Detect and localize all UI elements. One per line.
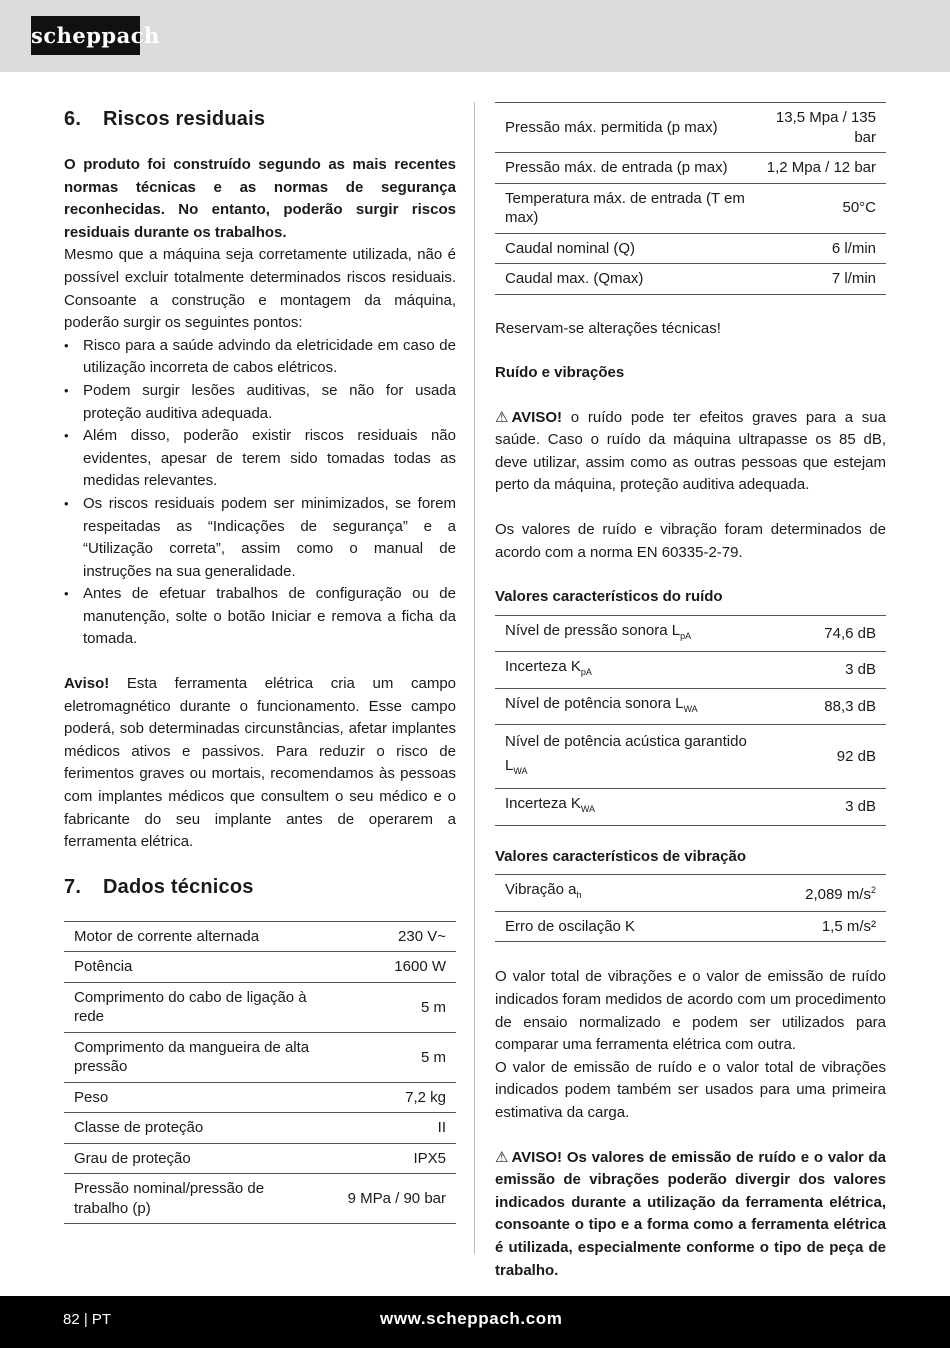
warning-label: AVISO! <box>511 408 563 426</box>
header-band <box>0 0 950 72</box>
footer-url: www.scheppach.com <box>380 1309 563 1328</box>
table-value: II <box>331 1113 456 1144</box>
table-row <box>495 233 886 264</box>
table-key: Peso <box>64 1082 331 1113</box>
value-text: 1,5 m/s² <box>821 917 876 935</box>
key-text: Erro de oscilação K <box>505 917 636 935</box>
table-value: IPX5 <box>331 1143 456 1174</box>
table-key: Pressão máx. permitida (p max) <box>495 103 757 153</box>
page-number: 82 | PT <box>63 1311 112 1328</box>
total-values-paragraph: O valor total de vibrações e o valor de emissão de ruído indicados foram medidos de acordo com um procedimento de ensaio normalizado e podem ser utilizados para comparar uma ferramenta elétrica com outra. <box>495 968 886 1054</box>
table-key <box>495 875 761 912</box>
table-key: Caudal max. (Qmax) <box>495 264 757 295</box>
table-key: Pressão máx. de entrada (p max) <box>495 153 757 184</box>
value-text: 2,089 m/s <box>805 886 871 904</box>
key-subscript: pA <box>680 630 692 641</box>
list-item: • Podem surgir lesões auditivas, se não for usada proteção auditiva adequada. <box>64 380 456 425</box>
table-value: 230 V~ <box>331 921 456 952</box>
vibration-values-table <box>495 874 886 942</box>
table-value: 92 dB <box>761 725 886 789</box>
section-number: 7. <box>64 875 82 898</box>
section-7-heading <box>64 876 456 899</box>
section-6-heading <box>64 108 456 131</box>
risk-list <box>64 335 456 651</box>
section-title: Riscos residuais <box>103 108 266 130</box>
table-key: Pressão nominal/pressão de trabalho (p) <box>64 1174 331 1224</box>
table-value: 7,2 kg <box>331 1082 456 1113</box>
tech-data-table <box>64 921 456 1225</box>
warning-triangle-icon: ⚠ <box>495 408 509 426</box>
key-text: Incerteza K <box>505 658 581 676</box>
key-text: Incerteza K <box>505 795 581 813</box>
brand-logo: scheppach <box>31 16 140 55</box>
table-row <box>64 1174 456 1224</box>
right-column <box>495 102 886 1282</box>
warning-label: Aviso! <box>64 675 110 693</box>
table-value: 5 m <box>331 1032 456 1082</box>
table-row <box>495 153 886 184</box>
table-row <box>64 1143 456 1174</box>
vibration-values-heading: Valores característicos de vibração <box>495 847 746 865</box>
value-superscript: 2 <box>870 885 876 896</box>
key-text: Vibração a <box>505 881 577 899</box>
table-row <box>495 264 886 295</box>
intro-paragraph: Mesmo que a máquina seja corretamente utilizada, não é possível excluir totalmente determinados riscos residuais. Consoante a construção e montagem da máquina, poderão surgir os seguintes pontos: <box>64 246 456 332</box>
table-key: Comprimento do cabo de ligação à rede <box>64 982 331 1032</box>
table-value <box>761 875 886 912</box>
intro-bold-paragraph: O produto foi construído segundo as mais recentes normas técnicas e as normas de segurança reconhecidas. No entanto, poderão surgir riscos residuais durante os trabalhos. <box>64 156 456 241</box>
footer-band <box>0 1296 950 1348</box>
warning-text: Esta ferramenta elétrica cria um campo eletromagnético durante o funcionamento. Esse campo poderá, sob determinadas circunstâncias, afetar implantes médicos ativos e passivos. Para reduzir o risco de ferimentos graves ou mortais, recomendamos às pessoas com implantes médicos que consultem o seu médico e o fabricante do seu implante antes de operarem a ferramenta elétrica. <box>64 675 456 851</box>
key-subscript: h <box>576 890 582 901</box>
table-key: Potência <box>64 952 331 983</box>
noise-values-heading: Valores característicos do ruído <box>495 588 723 606</box>
table-value: 50°C <box>757 183 886 233</box>
table-value: 1,2 Mpa / 12 bar <box>757 153 886 184</box>
key-text: Nível de potência sonora L <box>505 694 684 712</box>
table-key <box>495 911 761 942</box>
table-value <box>761 911 886 942</box>
table-value: 6 l/min <box>757 233 886 264</box>
list-item: • Os riscos residuais podem ser minimizados, se forem respeitadas as “Indicações de segurança” e a “Utilização correta”, assim como o manual de instruções na sua generalidade. <box>64 493 456 583</box>
table-value: 3 dB <box>761 652 886 689</box>
table-value: 3 dB <box>761 789 886 826</box>
table-key <box>495 652 761 689</box>
tech-data-table-continued <box>495 102 886 295</box>
warning-triangle-icon: ⚠ <box>495 1148 509 1166</box>
noise-warning-paragraph <box>495 407 886 497</box>
warning-text: o ruído pode ter efeitos graves para a sua saúde. Caso o ruído da máquina ultrapasse os 85 dB, deve utilizar, assim como as outras pessoas que estejam perto da máquina, proteção auditiva adequada. <box>495 408 886 494</box>
table-key <box>495 688 761 725</box>
noise-values-table <box>495 615 886 826</box>
table-row <box>495 875 886 912</box>
section-number: 6. <box>64 108 82 130</box>
list-item: • Risco para a saúde advindo da eletricidade em caso de utilização incorreta de cabos elétricos. <box>64 335 456 380</box>
table-row <box>495 615 886 652</box>
table-key: Comprimento da mangueira de alta pressão <box>64 1032 331 1082</box>
table-value: 88,3 dB <box>761 688 886 725</box>
section-title: Dados técnicos <box>103 875 254 898</box>
key-subscript: WA <box>683 703 698 714</box>
table-key <box>495 789 761 826</box>
noise-heading: Ruído e vibrações <box>495 364 625 382</box>
list-item: • Antes de efetuar trabalhos de configuração ou de manutenção, solte o botão Iniciar e remova a ficha da tomada. <box>64 583 456 651</box>
table-row <box>495 688 886 725</box>
table-row <box>495 725 886 789</box>
table-key <box>495 615 761 652</box>
table-value <box>757 103 886 153</box>
table-value: 74,6 dB <box>761 615 886 652</box>
table-value: 7 l/min <box>757 264 886 295</box>
table-row <box>64 1032 456 1082</box>
key-text: Nível de potência acústica garantido L <box>505 733 747 775</box>
table-row <box>495 911 886 942</box>
table-key: Grau de proteção <box>64 1143 331 1174</box>
table-value: 5 m <box>331 982 456 1032</box>
table-value-text: 13,5 Mpa / 135 bar <box>775 109 876 146</box>
table-row <box>64 1082 456 1113</box>
table-row <box>64 982 456 1032</box>
table-key <box>495 725 761 789</box>
table-row <box>495 789 886 826</box>
key-subscript: WA <box>580 804 596 815</box>
table-row <box>64 1113 456 1144</box>
table-key: Caudal nominal (Q) <box>495 233 757 264</box>
key-subscript: pA <box>580 667 592 678</box>
key-subscript: WA <box>513 766 528 777</box>
column-divider <box>474 102 475 1254</box>
table-value: 1600 W <box>331 952 456 983</box>
table-key: Motor de corrente alternada <box>64 921 331 952</box>
estimate-paragraph: O valor de emissão de ruído e o valor total de vibrações indicados podem também ser usados para uma primeira estimativa da carga. <box>495 1058 886 1121</box>
table-row <box>64 921 456 952</box>
emf-warning-paragraph <box>64 673 456 854</box>
warning-text: Os valores de emissão de ruído e o valor da emissão de vibrações poderão divergir dos valores indicados durante a utilização da ferramenta elétrica, consoante o tipo e a forma como a ferramenta elétrica é utilizada, especialmente conforme o tipo de peça de trabalho. <box>495 1148 886 1279</box>
list-item: • Além disso, poderão existir riscos residuais não evidentes, apesar de terem sido tomadas todas as medidas relevantes. <box>64 425 456 493</box>
table-row <box>495 103 886 153</box>
table-key: Temperatura máx. de entrada (T em max) <box>495 183 757 233</box>
table-value: 9 MPa / 90 bar <box>331 1174 456 1224</box>
table-row <box>495 652 886 689</box>
table-row <box>64 952 456 983</box>
left-column <box>64 100 456 1224</box>
warning-label: AVISO! <box>511 1148 563 1166</box>
reserved-note: Reservam-se alterações técnicas! <box>495 319 721 337</box>
standard-paragraph: Os valores de ruído e vibração foram determinados de acordo com a norma EN 60335-2-79. <box>495 521 886 561</box>
emission-warning-paragraph <box>495 1147 886 1283</box>
key-text: Nível de pressão sonora L <box>505 621 681 639</box>
table-key: Classe de proteção <box>64 1113 331 1144</box>
table-row <box>495 183 886 233</box>
